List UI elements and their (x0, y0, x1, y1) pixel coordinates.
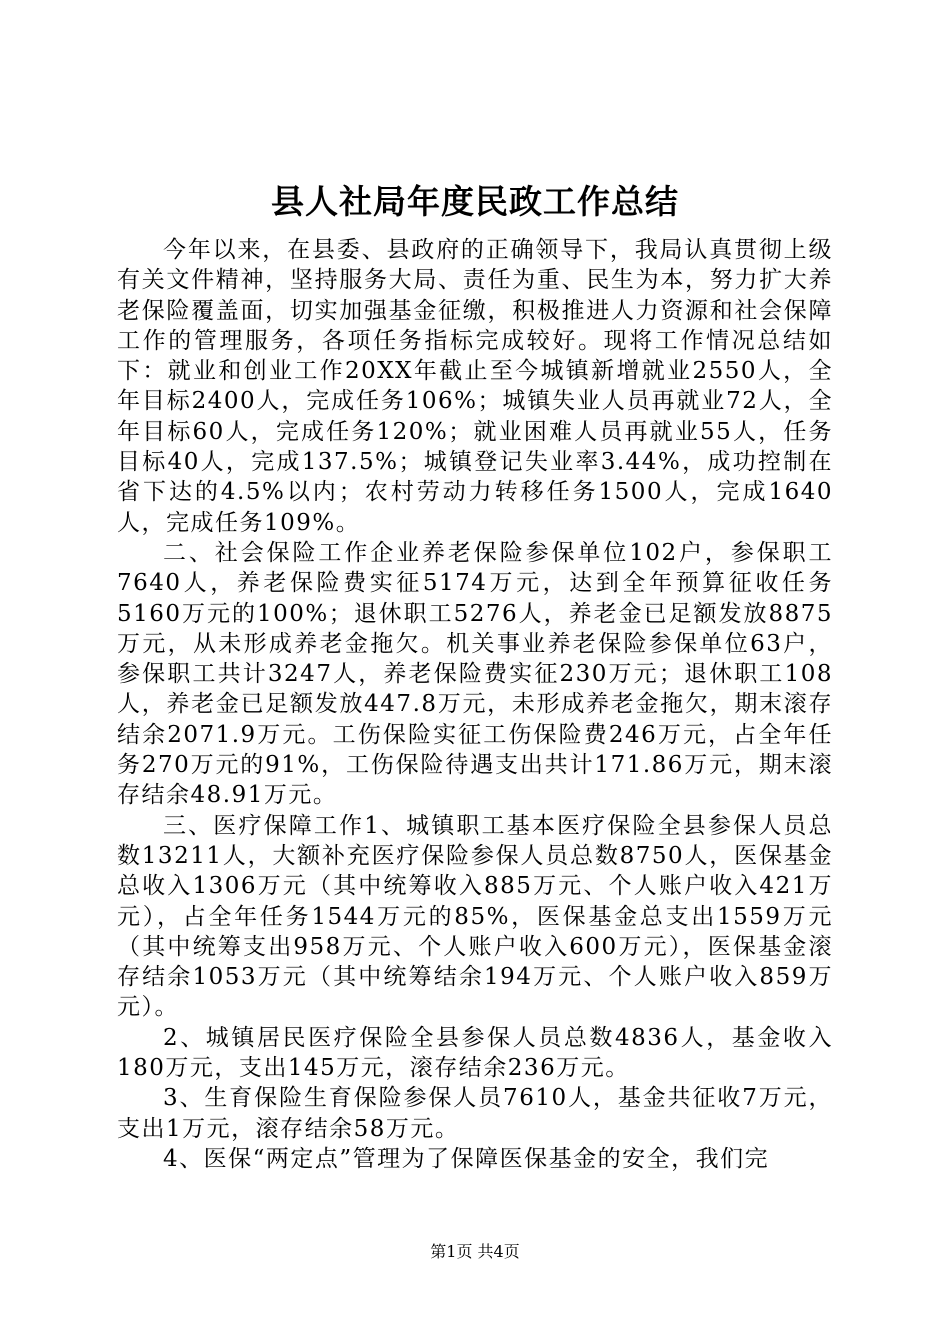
paragraph-social-insurance: 二、社会保险工作企业养老保险参保单位102户，参保职工7640人，养老保险费实征5174万元，达到全年预算征收任务5160万元的100%；退休职工5276人，养老金已足额发放8875万元，从未形成养老金拖欠。机关事业养老保险参保单位63户，参保职工共计3247人，养老保险费实征230万元；退休职工108人，养老金已足额发放447.8万元，未形成养老金拖欠，期末滚存结余2071.9万元。工伤保险实征工伤保险费246万元，占全年任务270万元的91%，工伤保险待遇支出共计171.86万元，期末滚存结余48.91万元。 (117, 539, 833, 809)
paragraph-resident-medical: 2、城镇居民医疗保险全县参保人员总数4836人，基金收入180万元，支出145万元，滚存结余236万元。 (117, 1024, 833, 1082)
paragraph-medical-security: 三、医疗保障工作1、城镇职工基本医疗保险全县参保人员总数13211人，大额补充医疗保险参保人员总数8750人，医保基金总收入1306万元（其中统筹收入885万元、个人账户收入421万元），占全年任务1544万元的85%，医保基金总支出1559万元（其中统筹支出958万元、个人账户收入600万元），医保基金滚存结余1053万元（其中统筹结余194万元、个人账户收入859万元）。 (117, 812, 833, 1021)
paragraph-designated-management: 4、医保“两定点”管理为了保障医保基金的安全，我们完 (163, 1145, 770, 1172)
page-footer: 第1页 共4页 (430, 1242, 520, 1261)
document-title: 县人社局年度民政工作总结 (271, 182, 679, 221)
document-body (117, 235, 833, 1174)
paragraph-maternity-insurance: 3、生育保险生育保险参保人员7610人，基金共征收7万元，支出1万元，滚存结余58万元。 (117, 1085, 833, 1142)
paragraph-intro: 今年以来，在县委、县政府的正确领导下，我局认真贯彻上级有关文件精神，坚持服务大局、责任为重、民生为本，努力扩大养老保险覆盖面，切实加强基金征缴，积极推进人力资源和社会保障工作的管理服务，各项任务指标完成较好。现将工作情况总结如下：就业和创业工作20XX年截止至今城镇新增就业2550人，全年目标2400人，完成任务106%；城镇失业人员再就业72人，全年目标60人，完成任务120%；就业困难人员再就业55人，任务目标40人，完成137.5%；城镇登记失业率3.44%，成功控制在省下达的4.5%以内；农村劳动力转移任务1500人，完成1640人，完成任务109%。 (117, 237, 833, 536)
